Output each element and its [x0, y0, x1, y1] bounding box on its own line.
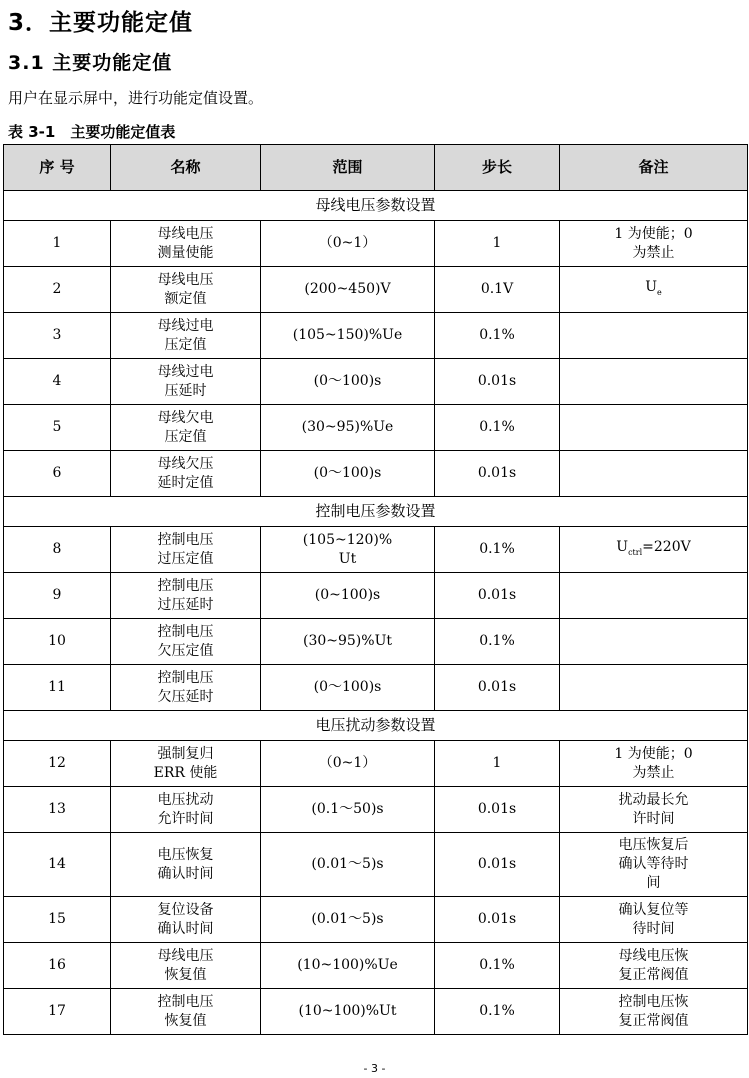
table-row — [4, 619, 748, 665]
row-range-cell: (30~95)%Ut — [261, 619, 435, 665]
row-range-cell: (0~100)s — [261, 573, 435, 619]
row-number-cell: 6 — [4, 451, 111, 497]
row-number-cell: 15 — [4, 897, 111, 943]
row-step-cell: 0.01s — [435, 787, 560, 833]
row-name-cell: 控制电压 过压延时 — [111, 573, 261, 619]
row-step-cell: 0.1% — [435, 943, 560, 989]
intro-text: 用户在显示屏中，进行功能定值设置。 — [8, 89, 264, 107]
section-title: 控制电压参数设置 — [4, 497, 748, 527]
row-number-cell: 16 — [4, 943, 111, 989]
row-name-cell: 强制复归 ERR 使能 — [111, 741, 261, 787]
row-name-cell: 控制电压 欠压延时 — [111, 665, 261, 711]
table-row — [4, 989, 748, 1035]
table-row — [4, 833, 748, 897]
col-header-name: 名称 — [111, 145, 261, 191]
row-number-cell: 4 — [4, 359, 111, 405]
row-name-cell: 控制电压 欠压定值 — [111, 619, 261, 665]
note-symbol: U — [616, 538, 629, 555]
row-range-cell: (105~150)%Ue — [261, 313, 435, 359]
row-name-cell: 电压恢复 确认时间 — [111, 833, 261, 897]
row-step-cell: 0.01s — [435, 359, 560, 405]
table-row — [4, 313, 748, 359]
page-number: - 3 - — [363, 1062, 386, 1075]
row-name-cell: 母线电压 额定值 — [111, 267, 261, 313]
row-step-cell: 0.01s — [435, 897, 560, 943]
row-note-cell: 确认复位等 待时间 — [560, 897, 748, 943]
row-name-cell: 母线电压 测量使能 — [111, 221, 261, 267]
row-step-cell: 0.01s — [435, 451, 560, 497]
row-number-cell: 2 — [4, 267, 111, 313]
table-row — [4, 573, 748, 619]
section-row — [4, 711, 748, 741]
row-range-cell: (0.01～5)s — [261, 897, 435, 943]
row-range-cell: (0～100)s — [261, 359, 435, 405]
row-step-cell: 1 — [435, 741, 560, 787]
row-number-cell: 12 — [4, 741, 111, 787]
section-title: 电压扰动参数设置 — [4, 711, 748, 741]
table-row — [4, 451, 748, 497]
row-range-cell: （0~1） — [261, 741, 435, 787]
row-note-cell: 1 为使能；0 为禁止 — [560, 221, 748, 267]
row-name-cell: 母线欠电 压定值 — [111, 405, 261, 451]
row-number-cell: 14 — [4, 833, 111, 897]
table-row — [4, 665, 748, 711]
table-row — [4, 405, 748, 451]
row-range-cell: (10~100)%Ut — [261, 989, 435, 1035]
table-row — [4, 787, 748, 833]
table-row — [4, 221, 748, 267]
row-step-cell: 0.01s — [435, 833, 560, 897]
row-step-cell: 0.1% — [435, 989, 560, 1035]
page-heading: 3．主要功能定值 — [8, 10, 194, 36]
table-row — [4, 527, 748, 573]
row-note-cell — [560, 527, 748, 573]
row-range-cell: (200~450)V — [261, 267, 435, 313]
row-range-cell: （0~1） — [261, 221, 435, 267]
row-number-cell: 13 — [4, 787, 111, 833]
table-row — [4, 897, 748, 943]
row-note-cell — [560, 451, 748, 497]
row-step-cell: 0.1V — [435, 267, 560, 313]
row-name-cell: 控制电压 过压定值 — [111, 527, 261, 573]
row-note-cell — [560, 405, 748, 451]
note-symbol: U — [645, 278, 658, 295]
row-number-cell: 5 — [4, 405, 111, 451]
row-name-cell: 母线过电 压定值 — [111, 313, 261, 359]
row-range-cell: (10~100)%Ue — [261, 943, 435, 989]
note-subscript: ctrl — [628, 547, 643, 557]
row-number-cell: 8 — [4, 527, 111, 573]
row-range-cell: (30~95)%Ue — [261, 405, 435, 451]
row-range-cell: (0～100)s — [261, 665, 435, 711]
row-note-cell — [560, 359, 748, 405]
row-name-cell: 复位设备 确认时间 — [111, 897, 261, 943]
row-note-cell — [560, 573, 748, 619]
row-name-cell: 控制电压 恢复值 — [111, 989, 261, 1035]
row-note-cell — [560, 313, 748, 359]
row-number-cell: 10 — [4, 619, 111, 665]
col-header-range: 范围 — [261, 145, 435, 191]
row-note-cell — [560, 665, 748, 711]
table-row — [4, 267, 748, 313]
row-note-cell: 扰动最长允 许时间 — [560, 787, 748, 833]
table-row — [4, 943, 748, 989]
row-name-cell: 母线电压 恢复值 — [111, 943, 261, 989]
row-range-cell: (0.01～5)s — [261, 833, 435, 897]
row-note-cell — [560, 619, 748, 665]
settings-table — [3, 144, 748, 1035]
table-header-row — [4, 145, 748, 191]
row-number-cell: 9 — [4, 573, 111, 619]
row-note-cell — [560, 267, 748, 313]
row-note-cell: 1 为使能；0 为禁止 — [560, 741, 748, 787]
row-step-cell: 0.01s — [435, 665, 560, 711]
row-name-cell: 母线过电 压延时 — [111, 359, 261, 405]
row-number-cell: 17 — [4, 989, 111, 1035]
row-range-cell: (0.1～50)s — [261, 787, 435, 833]
table-row — [4, 359, 748, 405]
table-row — [4, 741, 748, 787]
note-value: =220V — [642, 538, 691, 555]
row-name-cell: 电压扰动 允许时间 — [111, 787, 261, 833]
note-subscript: e — [657, 287, 662, 297]
section-heading: 3.1 主要功能定值 — [8, 52, 173, 74]
table-caption: 表 3-1 主要功能定值表 — [8, 123, 176, 141]
row-step-cell: 0.1% — [435, 619, 560, 665]
table-body — [4, 191, 748, 1035]
row-note-cell: 控制电压恢 复正常阀值 — [560, 989, 748, 1035]
row-step-cell: 1 — [435, 221, 560, 267]
col-header-step: 步长 — [435, 145, 560, 191]
row-step-cell: 0.1% — [435, 313, 560, 359]
row-step-cell: 0.1% — [435, 405, 560, 451]
row-step-cell: 0.01s — [435, 573, 560, 619]
row-name-cell: 母线欠压 延时定值 — [111, 451, 261, 497]
row-range-cell: (105~120)% Ut — [261, 527, 435, 573]
col-header-no: 序 号 — [4, 145, 111, 191]
row-step-cell: 0.1% — [435, 527, 560, 573]
row-range-cell: (0～100)s — [261, 451, 435, 497]
row-number-cell: 3 — [4, 313, 111, 359]
section-row — [4, 497, 748, 527]
section-title: 母线电压参数设置 — [4, 191, 748, 221]
col-header-note: 备注 — [560, 145, 748, 191]
row-note-cell: 母线电压恢 复正常阀值 — [560, 943, 748, 989]
row-number-cell: 11 — [4, 665, 111, 711]
section-row — [4, 191, 748, 221]
row-number-cell: 1 — [4, 221, 111, 267]
row-note-cell: 电压恢复后 确认等待时 间 — [560, 833, 748, 897]
